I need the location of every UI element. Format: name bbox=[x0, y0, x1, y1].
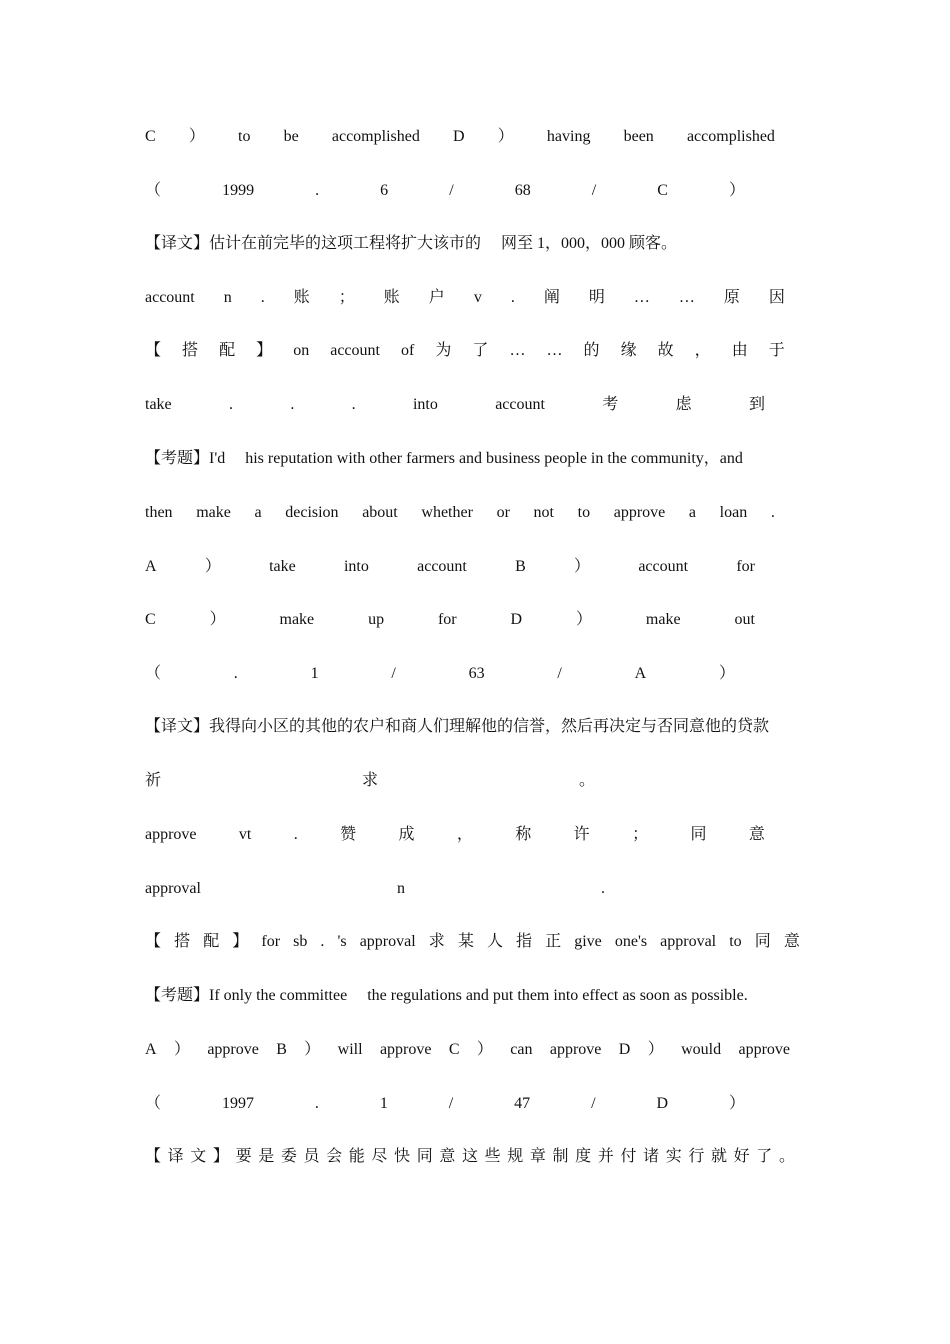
word-token: 1997 bbox=[221, 1095, 254, 1112]
word-token: . bbox=[260, 289, 265, 306]
word-token: 并 bbox=[597, 1148, 614, 1165]
word-token: . bbox=[315, 182, 320, 199]
word-token: 于 bbox=[768, 342, 785, 359]
word-token: 快 bbox=[394, 1148, 411, 1165]
word-token: 尽 bbox=[371, 1148, 388, 1165]
word-token: 这 bbox=[461, 1148, 478, 1165]
word-token: 的 bbox=[583, 342, 600, 359]
word-token: ； bbox=[632, 826, 649, 843]
word-token: 【 bbox=[145, 933, 162, 950]
word-token: take bbox=[145, 396, 172, 413]
word-token: would bbox=[681, 1041, 722, 1058]
word-token: take bbox=[269, 558, 296, 575]
word-token: to bbox=[729, 933, 742, 950]
word-token: then bbox=[145, 504, 173, 521]
word-token: / bbox=[557, 665, 562, 682]
word-token: ） bbox=[728, 1095, 745, 1112]
word-token: 成 bbox=[398, 826, 415, 843]
text-line bbox=[145, 878, 605, 900]
word-token: account bbox=[417, 558, 467, 575]
word-token: 47 bbox=[514, 1095, 531, 1112]
word-token: accomplished bbox=[331, 128, 420, 145]
word-token: 由 bbox=[731, 342, 748, 359]
word-token: C bbox=[145, 611, 156, 628]
word-token: 文 bbox=[190, 1148, 207, 1165]
word-token: 能 bbox=[348, 1148, 365, 1165]
text-line bbox=[145, 931, 800, 953]
word-token: approval bbox=[145, 880, 201, 897]
word-token: 配 bbox=[203, 933, 220, 950]
word-token: 要 bbox=[235, 1148, 252, 1165]
word-token: 人 bbox=[486, 933, 503, 950]
word-token: 缘 bbox=[620, 342, 637, 359]
word-token: ） bbox=[476, 1041, 493, 1058]
text-line bbox=[145, 340, 785, 362]
word-token: make bbox=[196, 504, 231, 521]
word-token: ） bbox=[574, 558, 591, 575]
word-token: B bbox=[515, 558, 526, 575]
word-token: v bbox=[473, 289, 482, 306]
word-token: 称 bbox=[515, 826, 532, 843]
word-token: 了 bbox=[472, 342, 489, 359]
word-token: C bbox=[145, 128, 156, 145]
word-token: ， bbox=[456, 826, 473, 843]
word-token: 。 bbox=[778, 1148, 795, 1165]
word-token: approval bbox=[660, 933, 717, 950]
word-token: 搭 bbox=[174, 933, 191, 950]
word-token: ） bbox=[497, 128, 514, 145]
word-token: 章 bbox=[529, 1148, 546, 1165]
word-token: ） bbox=[188, 128, 205, 145]
word-token: account bbox=[495, 396, 545, 413]
word-token: … bbox=[509, 342, 526, 359]
word-token: sb bbox=[293, 933, 308, 950]
word-token: 诸 bbox=[643, 1148, 660, 1165]
word-token: make bbox=[279, 611, 315, 628]
word-token: ） bbox=[209, 611, 226, 628]
word-token: 】 bbox=[212, 1148, 229, 1165]
word-token: decision bbox=[285, 504, 339, 521]
word-token: … bbox=[546, 342, 563, 359]
word-token: approve bbox=[738, 1041, 790, 1058]
word-token: 户 bbox=[428, 289, 445, 306]
word-token: vt bbox=[238, 826, 252, 843]
word-token: n bbox=[396, 880, 405, 897]
text-line bbox=[145, 287, 785, 309]
word-token: 求 bbox=[361, 772, 378, 789]
word-token: one's bbox=[614, 933, 648, 950]
word-token: approve bbox=[549, 1041, 602, 1058]
word-token: . bbox=[290, 396, 295, 413]
word-token: 同 bbox=[754, 933, 771, 950]
word-token: approve bbox=[379, 1041, 432, 1058]
word-token: 原 bbox=[723, 289, 740, 306]
word-token: 。 bbox=[578, 772, 595, 789]
word-token: / bbox=[391, 665, 396, 682]
text-line bbox=[145, 180, 745, 202]
word-token: ） bbox=[304, 1041, 321, 1058]
text-line bbox=[145, 824, 765, 846]
word-token: accomplished bbox=[686, 128, 775, 145]
word-token: （ bbox=[145, 182, 162, 199]
word-token: 规 bbox=[507, 1148, 524, 1165]
word-token: D bbox=[656, 1095, 669, 1112]
word-token: … bbox=[678, 289, 695, 306]
word-token: account bbox=[330, 342, 380, 359]
word-token: / bbox=[448, 1095, 454, 1112]
word-token: （ bbox=[145, 665, 162, 682]
word-token: on bbox=[293, 342, 310, 359]
word-token: D bbox=[510, 611, 523, 628]
word-token: 为 bbox=[435, 342, 452, 359]
word-token: ， bbox=[694, 342, 711, 359]
text-line bbox=[145, 556, 755, 578]
word-token: ） bbox=[718, 665, 735, 682]
word-token: D bbox=[453, 128, 465, 145]
word-token: 某 bbox=[457, 933, 474, 950]
word-token: 付 bbox=[620, 1148, 637, 1165]
word-token: 是 bbox=[258, 1148, 275, 1165]
text-line bbox=[145, 126, 775, 148]
word-token: 委 bbox=[280, 1148, 297, 1165]
word-token: 意 bbox=[439, 1148, 456, 1165]
word-token: 意 bbox=[748, 826, 765, 843]
word-token: 同 bbox=[690, 826, 707, 843]
word-token: 到 bbox=[748, 396, 765, 413]
word-token: 1 bbox=[310, 665, 319, 682]
word-token: B bbox=[276, 1041, 287, 1058]
word-token: . bbox=[770, 504, 775, 521]
word-token: approve bbox=[207, 1041, 259, 1058]
word-token: C bbox=[448, 1041, 460, 1058]
word-token: 译 bbox=[167, 1148, 184, 1165]
word-token: approval bbox=[359, 933, 416, 950]
word-token: 因 bbox=[768, 289, 785, 306]
word-token: be bbox=[283, 128, 299, 145]
word-token: 度 bbox=[575, 1148, 592, 1165]
word-token: / bbox=[449, 182, 454, 199]
word-token: A bbox=[634, 665, 647, 682]
word-token: a bbox=[254, 504, 262, 521]
word-token: approve bbox=[613, 504, 666, 521]
text-segment: 网至 1，000，000 顾客。 bbox=[501, 235, 678, 252]
word-token: 意 bbox=[783, 933, 800, 950]
word-token: approve bbox=[145, 826, 197, 843]
word-token: 员 bbox=[303, 1148, 320, 1165]
word-token: . bbox=[314, 1095, 319, 1112]
word-token: whether bbox=[421, 504, 473, 521]
word-token: 些 bbox=[484, 1148, 501, 1165]
text-line bbox=[145, 448, 743, 470]
word-token: n bbox=[223, 289, 232, 306]
word-token: 63 bbox=[468, 665, 485, 682]
word-token: 1 bbox=[379, 1095, 388, 1112]
word-token: . bbox=[351, 396, 356, 413]
word-token: 祈 bbox=[145, 772, 162, 789]
word-token: 正 bbox=[545, 933, 562, 950]
word-token: for bbox=[736, 558, 755, 575]
word-token: 明 bbox=[588, 289, 605, 306]
text-line bbox=[145, 770, 595, 792]
word-token: up bbox=[368, 611, 385, 628]
word-token: account bbox=[145, 289, 195, 306]
text-segment: 【译文】我得向小区的其他的农户和商人们理解他的信誉，然后再决定与否同意他的贷款 bbox=[145, 718, 770, 735]
text-line bbox=[145, 1093, 745, 1115]
word-token: 68 bbox=[514, 182, 531, 199]
text-line bbox=[145, 233, 677, 255]
word-token: or bbox=[496, 504, 510, 521]
word-token: about bbox=[362, 504, 398, 521]
word-token: 同 bbox=[416, 1148, 433, 1165]
word-token: will bbox=[337, 1041, 363, 1058]
text-segment: his reputation with other farmers and business people in the community，and bbox=[245, 450, 743, 467]
word-token: make bbox=[645, 611, 681, 628]
word-token: 好 bbox=[733, 1148, 750, 1165]
word-token: 搭 bbox=[182, 342, 199, 359]
text-line bbox=[145, 609, 755, 631]
word-token: of bbox=[401, 342, 415, 359]
text-line bbox=[145, 1146, 795, 1168]
word-token: 账 bbox=[293, 289, 310, 306]
word-token: 【 bbox=[145, 1148, 162, 1165]
text-segment: 【译文】估计在前完毕的这项工程将扩大该市的 bbox=[145, 235, 482, 252]
word-token: A bbox=[145, 558, 157, 575]
word-token: （ bbox=[145, 1095, 162, 1112]
text-segment: the regulations and put them into effect as soon as possible. bbox=[367, 987, 748, 1004]
word-token: / bbox=[591, 182, 597, 199]
word-token: 指 bbox=[516, 933, 533, 950]
word-token: . bbox=[600, 880, 605, 897]
word-token: give bbox=[574, 933, 602, 950]
word-token: 1999 bbox=[222, 182, 255, 199]
word-token: ； bbox=[338, 289, 355, 306]
word-token: ） bbox=[728, 182, 745, 199]
word-token: 账 bbox=[383, 289, 400, 306]
word-token: a bbox=[688, 504, 696, 521]
word-token: 会 bbox=[326, 1148, 343, 1165]
word-token: having bbox=[546, 128, 591, 145]
word-token: account bbox=[638, 558, 689, 575]
word-token: can bbox=[510, 1041, 533, 1058]
word-token: 's bbox=[337, 933, 347, 950]
word-token: ） bbox=[204, 558, 221, 575]
word-token: 求 bbox=[428, 933, 445, 950]
text-line bbox=[145, 663, 735, 685]
word-token: 】 bbox=[256, 342, 273, 359]
word-token: 虑 bbox=[675, 396, 692, 413]
text-line bbox=[145, 716, 769, 738]
word-token: C bbox=[657, 182, 668, 199]
word-token: ） bbox=[173, 1041, 190, 1058]
word-token: 了 bbox=[756, 1148, 773, 1165]
word-token: 6 bbox=[380, 182, 389, 199]
word-token: out bbox=[734, 611, 755, 628]
word-token: into bbox=[343, 558, 369, 575]
word-token: . bbox=[233, 665, 238, 682]
word-token: 赞 bbox=[340, 826, 357, 843]
word-token: 实 bbox=[665, 1148, 682, 1165]
word-token: . bbox=[293, 826, 298, 843]
word-token: to bbox=[577, 504, 591, 521]
word-token: 制 bbox=[552, 1148, 569, 1165]
word-token: . bbox=[510, 289, 515, 306]
text-segment: 【考题】If only the committee bbox=[145, 987, 348, 1004]
word-token: 就 bbox=[711, 1148, 728, 1165]
word-token: 【 bbox=[145, 342, 162, 359]
word-token: . bbox=[320, 933, 325, 950]
word-token: into bbox=[412, 396, 438, 413]
text-line bbox=[145, 985, 748, 1007]
word-token: 故 bbox=[657, 342, 674, 359]
word-token: 行 bbox=[688, 1148, 705, 1165]
word-token: ） bbox=[647, 1041, 664, 1058]
word-token: been bbox=[623, 128, 654, 145]
word-token: 许 bbox=[573, 826, 590, 843]
word-token: … bbox=[633, 289, 650, 306]
word-token: A bbox=[145, 1041, 157, 1058]
word-token: / bbox=[591, 1095, 596, 1112]
word-token: loan bbox=[719, 504, 748, 521]
word-token: D bbox=[618, 1041, 631, 1058]
text-segment: 【考题】I'd bbox=[145, 450, 226, 467]
word-token: ） bbox=[576, 611, 593, 628]
word-token: . bbox=[228, 396, 233, 413]
text-line bbox=[145, 502, 775, 524]
word-token: to bbox=[238, 128, 251, 145]
word-token: 】 bbox=[232, 933, 249, 950]
word-token: 考 bbox=[602, 396, 619, 413]
word-token: 配 bbox=[219, 342, 236, 359]
word-token: for bbox=[261, 933, 281, 950]
text-line bbox=[145, 394, 765, 416]
word-token: 阐 bbox=[543, 289, 560, 306]
word-token: not bbox=[533, 504, 554, 521]
text-line bbox=[145, 1039, 790, 1061]
word-token: for bbox=[437, 611, 457, 628]
